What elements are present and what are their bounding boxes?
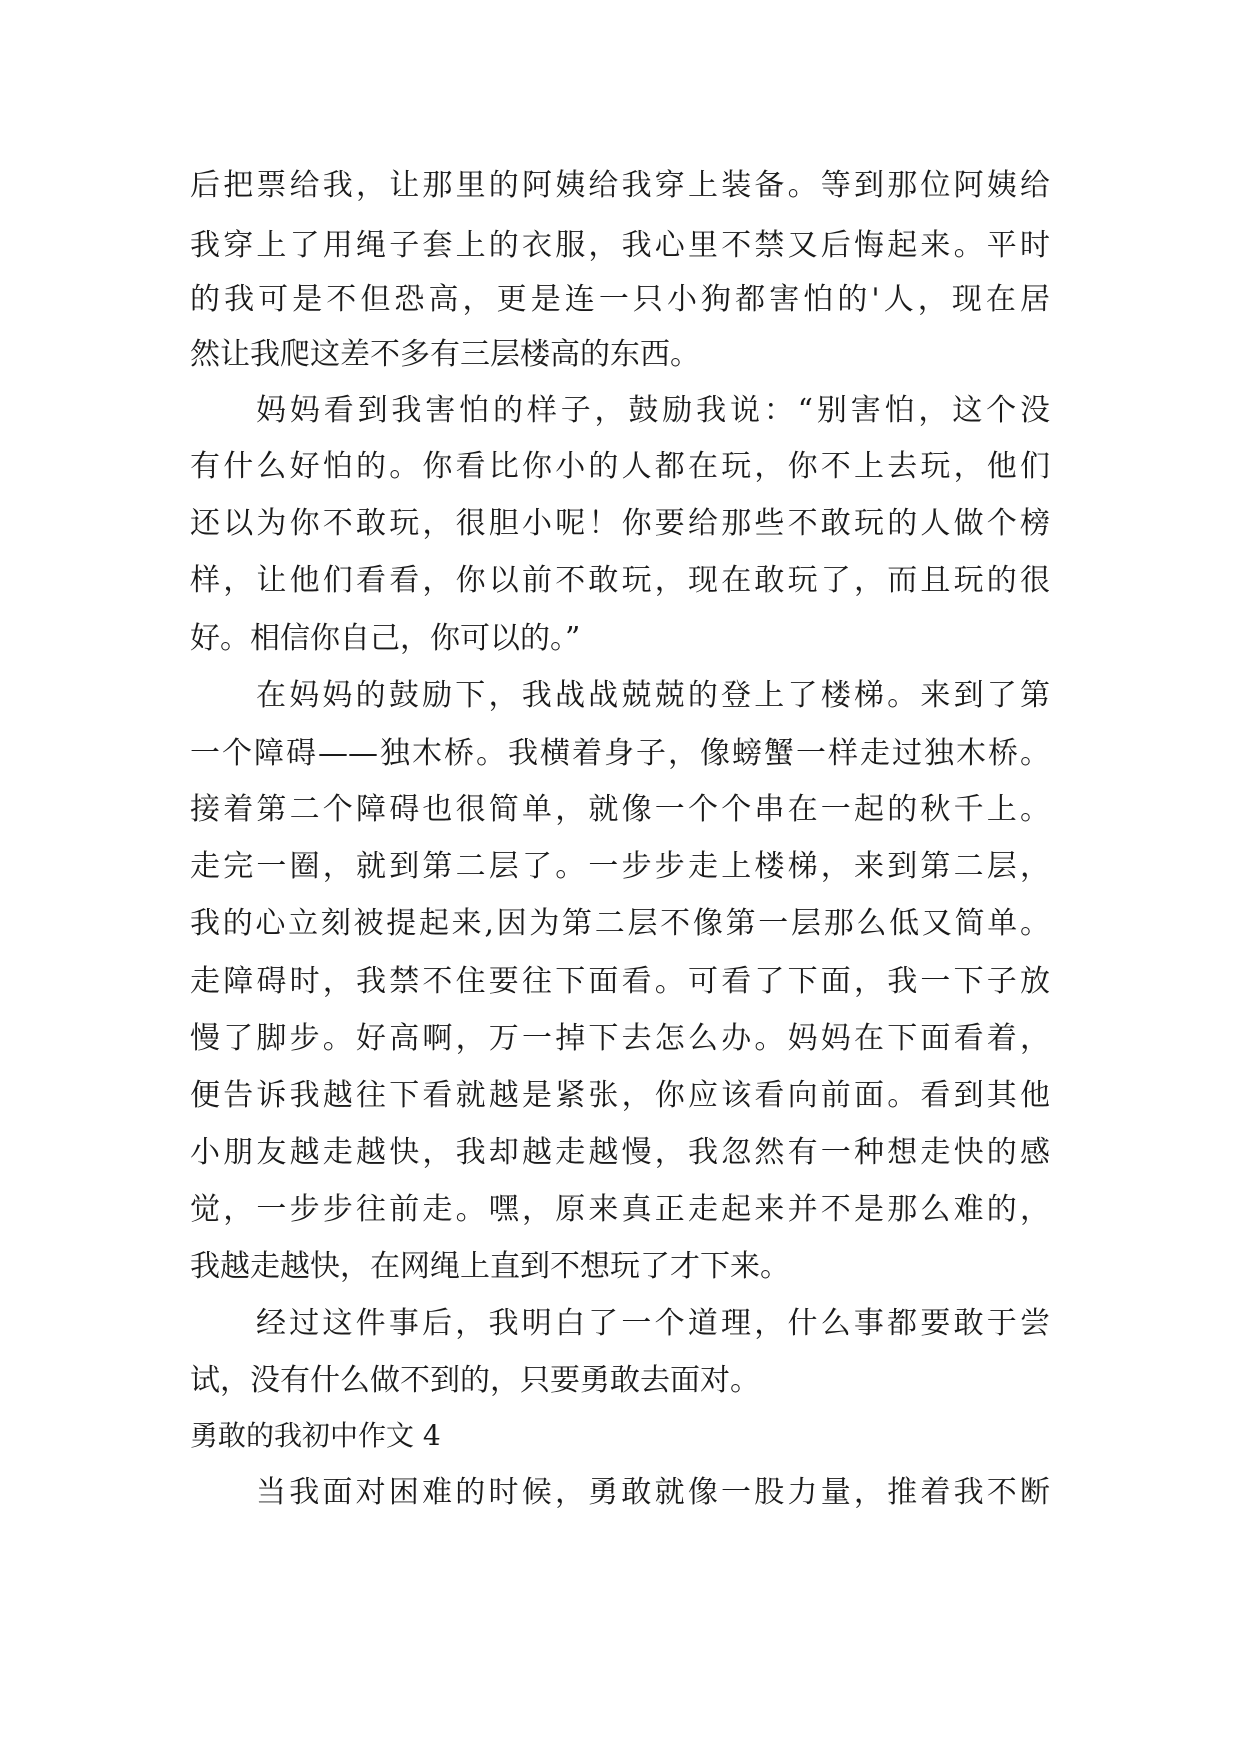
text-line: 试，没有什么做不到的，只要勇敢去面对。 — [190, 1363, 760, 1398]
paragraph-start: 妈妈看到我害怕的样子，鼓励我说：“别害怕，这个没 — [256, 393, 1050, 428]
text-line: 觉，一步步往前走。嘿，原来真正走起来并不是那么难的， — [190, 1192, 1050, 1227]
text-line: 我越走越快，在网绳上直到不想玩了才下来。 — [190, 1249, 790, 1284]
section-heading: 勇敢的我初中作文 4 — [190, 1419, 441, 1452]
text-line: 好。相信你自己，你可以的。” — [190, 621, 581, 656]
text-line: 的我可是不但恐高，更是连一只小狗都害怕的'人，现在居 — [190, 282, 1050, 317]
text-line: 有什么好怕的。你看比你小的人都在玩，你不上去玩，他们 — [190, 449, 1050, 484]
text-line: 我的心立刻被提起来,因为第二层不像第一层那么低又简单。 — [190, 906, 1050, 941]
text-line: 小朋友越走越快，我却越走越慢，我忽然有一种想走快的感 — [190, 1135, 1050, 1170]
paragraph-start: 在妈妈的鼓励下，我战战兢兢的登上了楼梯。来到了第 — [256, 678, 1050, 713]
paragraph-start: 当我面对困难的时候，勇敢就像一股力量，推着我不断 — [256, 1475, 1050, 1510]
text-line: 慢了脚步。好高啊，万一掉下去怎么办。妈妈在下面看着， — [190, 1021, 1050, 1056]
text-line: 我穿上了用绳子套上的衣服，我心里不禁又后悔起来。平时 — [190, 228, 1050, 263]
text-line: 然让我爬这差不多有三层楼高的东西。 — [190, 337, 700, 372]
text-line: 接着第二个障碍也很简单，就像一个个串在一起的秋千上。 — [190, 792, 1050, 827]
text-line: 样，让他们看看，你以前不敢玩，现在敢玩了，而且玩的很 — [190, 563, 1050, 598]
text-line: 一个障碍——独木桥。我横着身子，像螃蟹一样走过独木桥。 — [190, 736, 1050, 771]
paragraph-start: 经过这件事后，我明白了一个道理，什么事都要敢于尝 — [256, 1306, 1050, 1341]
text-line: 走完一圈，就到第二层了。一步步走上楼梯，来到第二层， — [190, 849, 1050, 884]
text-line: 还以为你不敢玩，很胆小呢！你要给那些不敢玩的人做个榜 — [190, 506, 1050, 541]
text-line: 走障碍时，我禁不住要往下面看。可看了下面，我一下子放 — [190, 964, 1050, 999]
text-line: 后把票给我，让那里的阿姨给我穿上装备。等到那位阿姨给 — [190, 168, 1050, 203]
text-line: 便告诉我越往下看就越是紧张，你应该看向前面。看到其他 — [190, 1078, 1050, 1113]
